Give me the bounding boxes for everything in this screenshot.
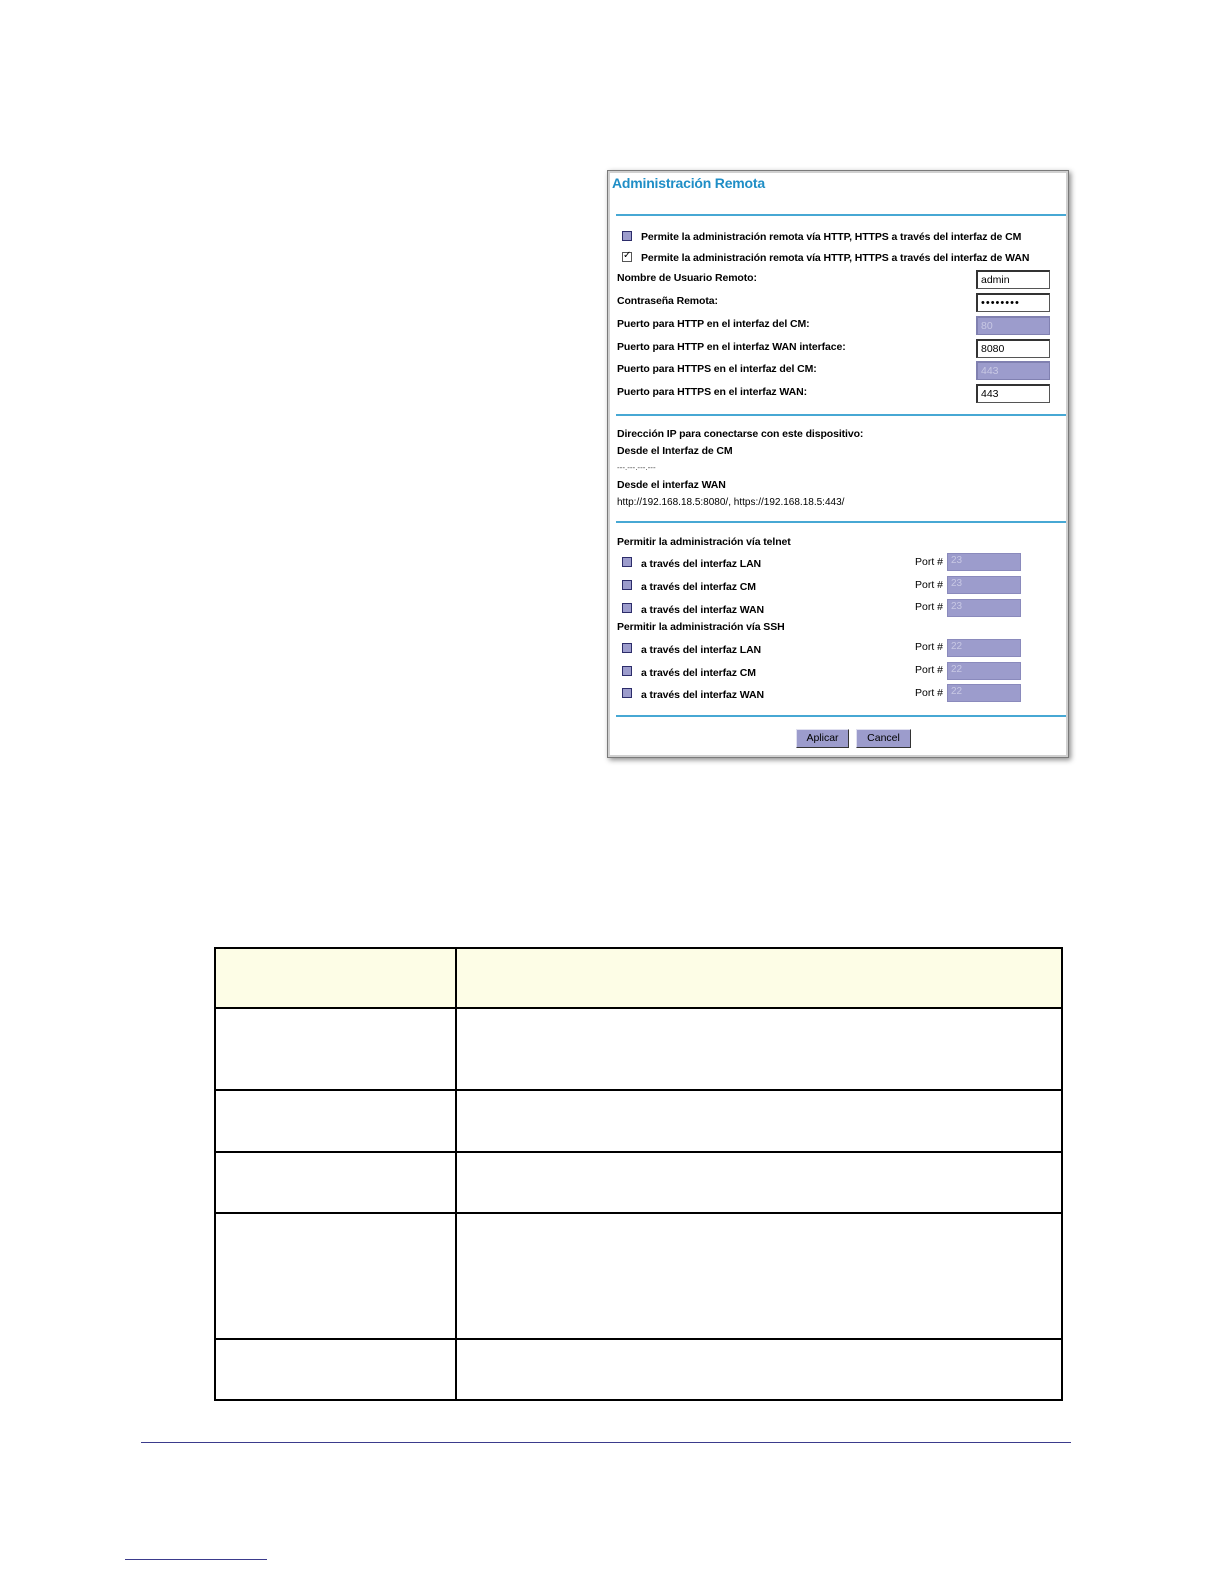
from-wan-label: Desde el interfaz WAN: [617, 479, 726, 491]
ssh-cm-port-label: Port #: [915, 664, 944, 676]
cancel-button[interactable]: Cancel: [856, 729, 911, 748]
table-cell: [456, 1152, 1062, 1213]
ssh-lan-label: a través del interfaz LAN: [641, 644, 762, 656]
telnet-lan-checkbox[interactable]: [622, 557, 632, 567]
ssh-lan-port-input: 22: [947, 639, 1021, 657]
https-cm-port-input: [976, 361, 1050, 380]
http-wan-port-input[interactable]: [976, 339, 1050, 358]
telnet-cm-port-label: Port #: [915, 579, 944, 591]
table-header-cell: [456, 948, 1062, 1008]
telnet-lan-port-label: Port #: [915, 556, 944, 568]
remote-admin-panel: [607, 170, 1069, 758]
table-header-row: [215, 948, 1062, 1008]
table-cell: [215, 1213, 456, 1339]
table-cell: [215, 1339, 456, 1400]
table-cell: [456, 1339, 1062, 1400]
ip-heading: Dirección IP para conectarse con este dispositivo:: [617, 428, 864, 440]
table-row: [215, 1213, 1062, 1339]
allow-cm-label: Permite la administración remota vía HTTP, HTTPS a través del interfaz de CM: [641, 231, 1022, 243]
remote-username-label: Nombre de Usuario Remoto:: [617, 272, 757, 284]
ssh-heading: Permitir la administración vía SSH: [617, 621, 785, 633]
from-cm-value: ---.---.---.---: [617, 463, 656, 472]
divider: [616, 715, 1066, 717]
http-cm-port-input: [976, 316, 1050, 335]
telnet-cm-port-input: 23: [947, 576, 1021, 594]
table-cell: [215, 1152, 456, 1213]
telnet-lan-label: a través del interfaz LAN: [641, 558, 762, 570]
remote-username-input[interactable]: [976, 270, 1050, 289]
telnet-heading: Permitir la administración vía telnet: [617, 536, 791, 548]
ssh-cm-checkbox[interactable]: [622, 666, 632, 676]
table-header-cell: [215, 948, 456, 1008]
divider: [616, 521, 1066, 523]
table-cell: [456, 1213, 1062, 1339]
ssh-cm-label: a través del interfaz CM: [641, 667, 756, 679]
from-wan-value: http://192.168.18.5:8080/, https://192.168.18.5:443/: [617, 497, 845, 508]
ssh-cm-port-input: 22: [947, 662, 1021, 680]
https-cm-port-label: Puerto para HTTPS en el interfaz del CM:: [617, 363, 817, 375]
apply-button[interactable]: Aplicar: [796, 729, 849, 748]
table-row: [215, 1008, 1062, 1090]
telnet-cm-checkbox[interactable]: [622, 580, 632, 590]
ssh-wan-port-input: 22: [947, 684, 1021, 702]
telnet-wan-port-label: Port #: [915, 601, 944, 613]
from-cm-label: Desde el Interfaz de CM: [617, 445, 733, 457]
divider: [616, 214, 1066, 216]
panel-title: Administración Remota: [612, 175, 765, 191]
allow-wan-label: Permite la administración remota vía HTTP, HTTPS a través del interfaz de WAN: [641, 252, 1030, 264]
ssh-lan-checkbox[interactable]: [622, 643, 632, 653]
telnet-wan-checkbox[interactable]: [622, 603, 632, 613]
table-row: [215, 1152, 1062, 1213]
table-cell: [215, 1008, 456, 1090]
table-row: [215, 1339, 1062, 1400]
ssh-wan-label: a través del interfaz WAN: [641, 689, 764, 701]
table-cell: [456, 1090, 1062, 1152]
remote-password-label: Contraseña Remota:: [617, 295, 718, 307]
https-wan-port-label: Puerto para HTTPS en el interfaz WAN:: [617, 386, 807, 398]
footer-rule: [141, 1442, 1071, 1443]
footer-link-underline: [125, 1559, 267, 1560]
divider: [616, 414, 1066, 416]
table-cell: [215, 1090, 456, 1152]
description-table: [214, 947, 1063, 1401]
remote-password-input[interactable]: [976, 293, 1050, 312]
ssh-wan-port-label: Port #: [915, 687, 944, 699]
https-wan-port-input[interactable]: [976, 384, 1050, 403]
telnet-wan-label: a través del interfaz WAN: [641, 604, 764, 616]
allow-cm-checkbox[interactable]: [622, 231, 632, 241]
ssh-lan-port-label: Port #: [915, 641, 944, 653]
table-row: [215, 1090, 1062, 1152]
telnet-wan-port-input: 23: [947, 599, 1021, 617]
http-wan-port-label: Puerto para HTTP en el interfaz WAN interface:: [617, 341, 846, 353]
telnet-cm-label: a través del interfaz CM: [641, 581, 756, 593]
http-cm-port-label: Puerto para HTTP en el interfaz del CM:: [617, 318, 810, 330]
telnet-lan-port-input: 23: [947, 553, 1021, 571]
allow-wan-checkbox[interactable]: [622, 252, 632, 262]
ssh-wan-checkbox[interactable]: [622, 688, 632, 698]
table-cell: [456, 1008, 1062, 1090]
